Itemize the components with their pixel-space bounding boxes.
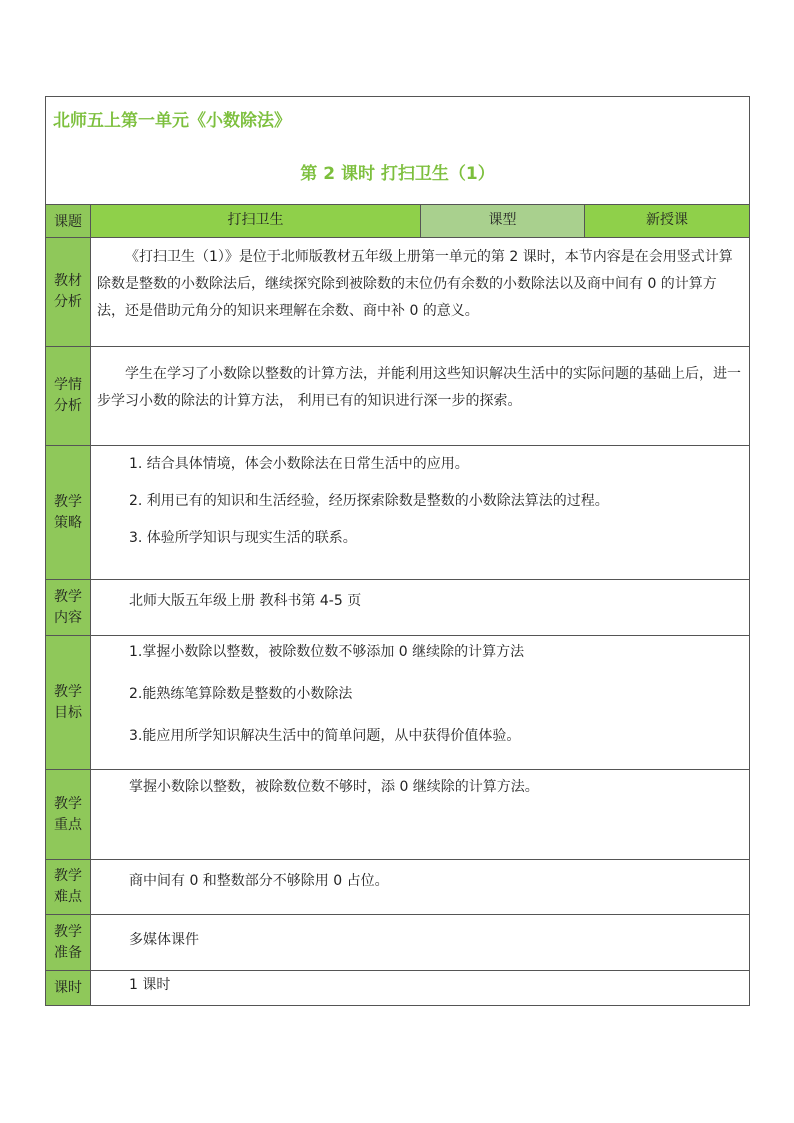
strategy-item-3: 3. 体验所学知识与现实生活的联系。	[129, 530, 357, 546]
lesson-type-value: 新授课	[585, 205, 750, 238]
content-cell	[91, 580, 750, 636]
key-point-text: 掌握小数除以整数，被除数位数不够时，添 0 继续除的计算方法。	[129, 779, 539, 795]
preparation-text: 多媒体课件	[129, 932, 199, 948]
student-analysis-label	[46, 347, 91, 446]
header-cell	[46, 97, 750, 205]
goal-item-3: 3.能应用所学知识解决生活中的简单问题，从中获得价值体验。	[129, 728, 521, 744]
material-analysis-text: 《打扫卫生（1）》是位于北师版教材五年级上册第一单元的第 2 课时，本节内容是在会用竖式计算除数是整数的小数除法后，继续探究除到被除数的末位仍有余数的小数除法以及商中间有 0 的计算方法，还是借助元角分的知识来理解在余数、商中补 0 的意义。	[97, 249, 733, 319]
strategy-label	[46, 446, 91, 580]
strategy-cell	[91, 446, 750, 580]
preparation-cell	[91, 915, 750, 971]
lesson-type-label: 课型	[421, 205, 585, 238]
lesson-title: 第 2 课时 打扫卫生（1）	[300, 164, 495, 184]
topic-label: 课题	[46, 205, 91, 238]
goals-cell	[91, 636, 750, 770]
preparation-label	[46, 915, 91, 971]
student-analysis-text: 学生在学习了小数除以整数的计算方法，并能利用这些知识解决生活中的实际问题的基础上后，进一步学习小数的除法的计算方法， 利用已有的知识进行深一步的探索。	[97, 366, 741, 409]
difficulty-label-text: 教学难点	[54, 868, 82, 905]
document-title: 北师五上第一单元《小数除法》	[53, 111, 291, 131]
lesson-plan-table	[45, 96, 750, 1006]
material-analysis-cell	[91, 238, 750, 347]
hours-cell	[91, 971, 750, 1006]
goal-item-2: 2.能熟练笔算除数是整数的小数除法	[129, 686, 353, 702]
content-text: 北师大版五年级上册 教科书第 4-5 页	[129, 593, 362, 609]
key-point-label-text: 教学重点	[54, 795, 82, 833]
student-analysis-label-text: 学情分析	[54, 377, 82, 414]
strategy-label-text: 教学策略	[54, 493, 82, 531]
lesson-plan-page	[45, 96, 749, 1006]
difficulty-text: 商中间有 0 和整数部分不够除用 0 占位。	[129, 873, 389, 889]
strategy-item-1: 1. 结合具体情境，体会小数除法在日常生活中的应用。	[129, 456, 469, 472]
preparation-label-text: 教学准备	[54, 923, 82, 961]
difficulty-cell	[91, 860, 750, 915]
strategy-item-2: 2. 利用已有的知识和生活经验，经历探索除数是整数的小数除法算法的过程。	[129, 493, 609, 509]
hours-text: 1 课时	[129, 977, 171, 993]
difficulty-label	[46, 860, 91, 915]
hours-label: 课时	[46, 971, 91, 1006]
topic-value: 打扫卫生	[91, 205, 421, 238]
material-analysis-label	[46, 238, 91, 347]
key-point-label	[46, 770, 91, 860]
content-label	[46, 580, 91, 636]
goals-label-text: 教学目标	[54, 683, 82, 721]
goal-item-1: 1.掌握小数除以整数，被除数位数不够添加 0 继续除的计算方法	[129, 644, 525, 660]
content-label-text: 教学内容	[54, 588, 82, 626]
material-analysis-label-text: 教材分析	[54, 273, 82, 310]
key-point-cell	[91, 770, 750, 860]
student-analysis-cell	[91, 347, 750, 446]
goals-label	[46, 636, 91, 770]
